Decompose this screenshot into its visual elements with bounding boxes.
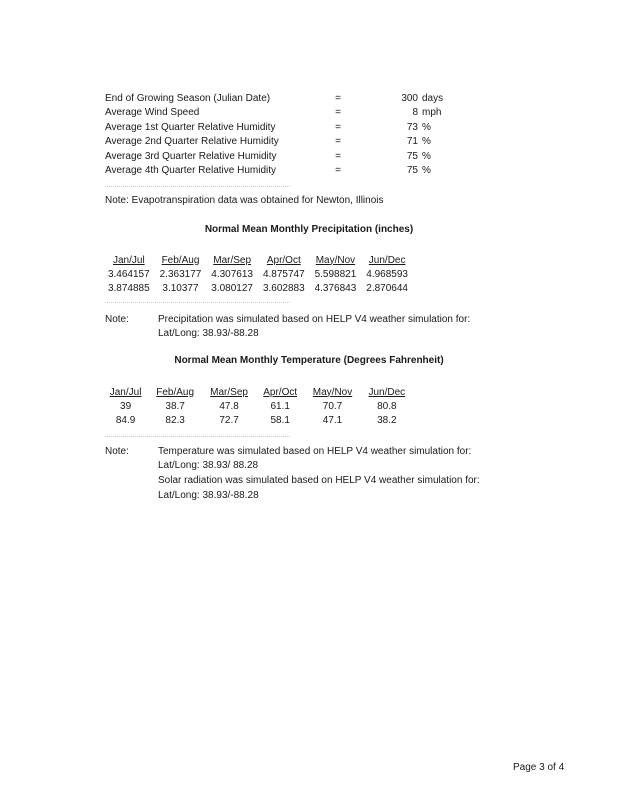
column-header: Apr/Oct (266, 254, 301, 266)
column-header: Jan/Jul (112, 254, 145, 266)
column-header: Jun/Dec (368, 254, 406, 266)
table-cell: 61.1 (270, 400, 290, 412)
table-cell: 3.874885 (107, 282, 150, 294)
param-row (0, 136, 618, 150)
table-cell: 72.7 (219, 414, 239, 426)
precipitation-note-line: Lat/Long: 38.93/-88.28 (158, 328, 259, 339)
table-cell: 38.2 (377, 414, 397, 426)
param-operator: = (335, 107, 341, 118)
precipitation-title: Normal Mean Monthly Precipitation (inches) (204, 224, 414, 235)
column-header: Jan/Jul (109, 386, 142, 398)
param-row (0, 107, 618, 121)
column-header: May/Nov (315, 254, 356, 266)
param-unit: mph (422, 107, 442, 118)
column-header: May/Nov (312, 386, 353, 398)
param-label: Average 4th Quarter Relative Humidity (105, 165, 277, 176)
precipitation-table (103, 253, 413, 295)
param-value: 300 (401, 93, 418, 104)
table-row (103, 267, 413, 281)
temperature-table (103, 385, 413, 427)
table-cell: 4.376843 (314, 282, 357, 294)
table-row (103, 281, 413, 295)
table-cell: 4.307613 (211, 268, 253, 280)
param-row (0, 93, 618, 107)
param-unit: % (422, 151, 431, 162)
param-value: 71 (406, 136, 418, 147)
table-cell: 4.875747 (262, 268, 305, 280)
table-cell: 47.8 (219, 400, 239, 412)
page-number: Page 3 of 4 (513, 762, 565, 773)
solar-radiation-note-line: Solar radiation was simulated based on HELP V4 weather simulation for: (158, 475, 480, 486)
divider (105, 186, 290, 187)
param-unit: % (422, 165, 431, 176)
param-label: Average 3rd Quarter Relative Humidity (105, 151, 277, 162)
solar-radiation-note-line: Lat/Long: 38.93/-88.28 (158, 490, 259, 501)
param-operator: = (335, 136, 341, 147)
column-header: Apr/Oct (263, 386, 298, 398)
temperature-title: Normal Mean Monthly Temperature (Degrees Fahrenheit) (174, 355, 444, 366)
temperature-note-label: Note: (105, 446, 129, 457)
column-header: Mar/Sep (213, 254, 252, 266)
temperature-note-line: Temperature was simulated based on HELP V4 weather simulation for: (158, 446, 472, 457)
table-cell: 5.598821 (314, 268, 357, 280)
temperature-note-line: Lat/Long: 38.93/ 88.28 (158, 460, 259, 471)
param-value: 73 (406, 122, 418, 133)
table-cell: 4.968593 (366, 268, 408, 280)
table-cell: 82.3 (165, 414, 185, 426)
param-unit: days (422, 93, 444, 104)
param-unit: % (422, 122, 431, 133)
param-row (0, 151, 618, 165)
table-cell: 84.9 (115, 414, 136, 426)
divider (105, 436, 290, 437)
table-row (103, 399, 413, 413)
column-header: Mar/Sep (210, 386, 248, 398)
table-cell: 70.7 (322, 400, 343, 412)
table-cell: 38.7 (165, 400, 185, 412)
param-row (0, 165, 618, 179)
table-cell: 47.1 (322, 414, 343, 426)
param-label: Average Wind Speed (105, 107, 200, 118)
param-label: Average 2nd Quarter Relative Humidity (105, 136, 279, 147)
table-cell: 2.870644 (366, 282, 408, 294)
table-header-row (103, 385, 413, 399)
param-value: 8 (412, 107, 418, 118)
table-header-row (103, 253, 413, 267)
param-operator: = (335, 122, 341, 133)
param-value: 75 (406, 165, 418, 176)
table-cell: 39 (120, 400, 132, 412)
table-cell: 80.8 (377, 400, 397, 412)
table-cell: 3.602883 (262, 282, 305, 294)
param-label: Average 1st Quarter Relative Humidity (105, 122, 276, 133)
column-header: Jun/Dec (368, 386, 406, 398)
param-label: End of Growing Season (Julian Date) (105, 93, 271, 104)
evapotranspiration-note: Note: Evapotranspiration data was obtained for Newton, Illinois (105, 195, 384, 206)
param-operator: = (335, 165, 341, 176)
table-cell: 3.464157 (107, 268, 150, 280)
column-header: Feb/Aug (161, 254, 200, 266)
table-cell: 2.363177 (159, 268, 202, 280)
divider (105, 302, 290, 303)
param-unit: % (422, 136, 431, 147)
precipitation-note-label: Note: (105, 314, 129, 325)
param-value: 75 (406, 151, 418, 162)
param-operator: = (335, 93, 341, 104)
column-header: Feb/Aug (156, 386, 195, 398)
precipitation-note-line: Precipitation was simulated based on HELP V4 weather simulation for: (158, 314, 471, 325)
param-operator: = (335, 151, 341, 162)
table-cell: 3.080127 (211, 282, 253, 294)
table-cell: 58.1 (270, 414, 290, 426)
param-row (0, 122, 618, 136)
table-row (103, 413, 413, 427)
table-cell: 3.10377 (162, 282, 199, 294)
